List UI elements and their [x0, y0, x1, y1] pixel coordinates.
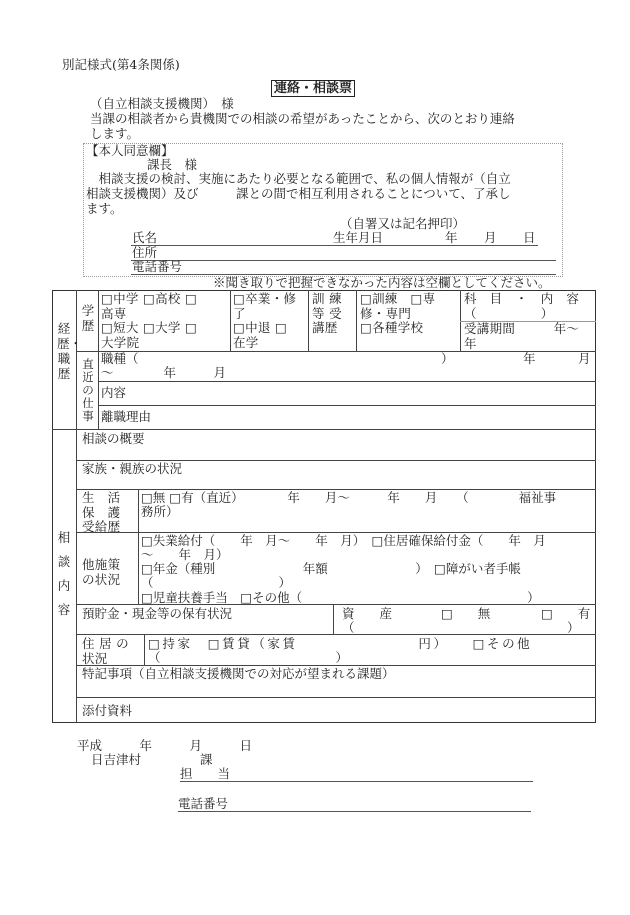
addressee-line: （自立相談支援機関） 様	[90, 96, 234, 111]
family-status-label: 家族・親族の状況	[82, 461, 183, 476]
pension-option[interactable]: □年金（種別 年額 ） □障がい者手帳	[141, 561, 521, 576]
child-allowance-other-option[interactable]: □児童扶養手当 □その他（ ）	[141, 590, 540, 605]
school-options-line-4: 大学院	[101, 334, 140, 350]
school-options-line-1: □中学 □高校 □	[101, 292, 198, 306]
welfare-options[interactable]: □無 □有（直近） 年 月～ 年 月 （ 福祉事	[141, 490, 557, 505]
section-unit: 課	[200, 752, 213, 767]
housing-status-label	[82, 637, 144, 666]
job-type-close-paren: ）	[441, 351, 454, 366]
staff-field[interactable]	[180, 781, 533, 782]
dob-year-unit: 年	[445, 230, 458, 245]
dob-day-unit: 日	[523, 230, 536, 245]
assets-none-option[interactable]: □ 無	[441, 606, 491, 621]
school-options-line-3: □短大 □大学 □	[101, 320, 198, 335]
name-label: 氏名	[132, 230, 158, 245]
blank-note: ※聞き取りで把握できなかった内容は空欄としてください。	[213, 275, 551, 290]
consultation-overview-label: 相談の概要	[82, 431, 145, 446]
consent-heading: 【本人同意欄】	[86, 143, 174, 158]
subject-content-field[interactable]	[464, 292, 592, 321]
leave-reason-label: 離職理由	[101, 409, 152, 424]
form-title: 連絡・相談票	[271, 80, 355, 97]
consent-body-line-2: 相談支援機関）及び 課との間で相互利用されることについて、了承し	[86, 186, 511, 201]
education-label-text: 学歴	[81, 303, 95, 333]
job-end-period: ～ 年 月	[101, 365, 227, 380]
consent-body-line-3: ます。	[86, 201, 123, 216]
training-type-options[interactable]	[360, 292, 460, 336]
period-line-2: 年	[464, 335, 477, 351]
other-measures-label	[82, 558, 136, 587]
assets-have-option[interactable]: □ 有	[541, 606, 591, 621]
job-start-year: 年	[523, 351, 536, 366]
submission-date: 平成 年 月 日	[77, 738, 253, 753]
housing-options[interactable]: □持家 □賃貸（家賃 円） □その他	[148, 636, 533, 651]
career-section-label	[57, 321, 83, 381]
status-line-2: 了	[233, 305, 246, 321]
consent-body-line-1: 相談支援の検討、実施にあたり必要となる範囲で、私の個人情報が（自立	[86, 171, 511, 186]
housing-label-line-2: 状況	[82, 650, 108, 666]
village-name: 日吉津村	[91, 752, 142, 767]
period-line-1: 受講期間 年～	[464, 322, 580, 336]
phone-label: 電話番号	[132, 259, 183, 274]
training-options-line-3: □各種学校	[360, 320, 424, 335]
housing-benefit-period: ～ 年 月）	[141, 547, 229, 562]
school-type-options[interactable]	[101, 292, 229, 350]
staff-label: 担 当	[180, 766, 231, 781]
course-period-field[interactable]	[464, 322, 592, 351]
other-measures-label-line-2: の状況	[82, 571, 121, 587]
form-reference: 別記様式(第4条関係)	[62, 57, 180, 72]
training-history-label	[312, 292, 356, 336]
intro-text-line-2: します。	[90, 126, 140, 141]
job-type-label: 職種（	[101, 351, 139, 366]
subject-parens: （ ）	[464, 305, 554, 321]
attachments-label: 添付資料	[82, 703, 133, 718]
dob-label: 生年月日	[333, 230, 384, 245]
consultation-section-text: 相談内容	[57, 530, 71, 617]
consultation-section-label	[57, 526, 71, 622]
unemployment-benefit-option[interactable]: □失業給付（ 年 月～ 年 月） □住居確保給付金（ 年 月	[141, 533, 546, 548]
disability-handbook-detail: （ ）	[141, 575, 292, 590]
training-options-line-1: □訓練 □専	[360, 292, 436, 306]
assets-detail: （ ）	[342, 620, 580, 635]
housing-label-line-1: 住 居 の	[82, 637, 129, 651]
welfare-label-line-1: 生 活	[82, 491, 121, 505]
subject-label: 科 目 ・ 内 容	[464, 292, 580, 306]
intro-text-line-1: 当課の相談者から貴機関での相談の希望があったことから、次のとおり連絡	[90, 111, 515, 126]
housing-other-detail: （ ）	[148, 650, 349, 665]
status-line-1: □卒業・修	[233, 292, 297, 306]
address-label: 住所	[132, 245, 158, 260]
name-field[interactable]	[131, 245, 538, 246]
other-measures-label-line-1: 他施策	[82, 558, 121, 572]
recent-job-label	[81, 358, 95, 423]
address-field[interactable]	[131, 260, 556, 261]
recent-job-label-text: 直近の仕事	[82, 357, 94, 423]
training-label-line-2: 等 受	[312, 305, 342, 321]
special-notes-label: 特記事項（自立相談支援機関での対応が望まれる課題）	[82, 666, 395, 681]
school-options-line-2: 高専	[101, 305, 127, 321]
job-content-label: 内容	[101, 385, 127, 400]
education-label	[81, 303, 95, 333]
training-options-line-2: 修・専門	[360, 305, 412, 321]
dob-month-unit: 月	[484, 230, 497, 245]
savings-label: 預貯金・現金等の保有状況	[82, 606, 233, 621]
graduation-status-options[interactable]	[233, 292, 307, 350]
job-start-month: 月	[578, 351, 591, 366]
welfare-history-label	[82, 491, 136, 535]
status-line-4: 在学	[233, 334, 259, 350]
footer-phone-field[interactable]	[178, 811, 531, 812]
welfare-label-line-3: 受給歴	[82, 519, 121, 534]
status-line-3: □中退 □	[233, 320, 288, 335]
footer-phone-label: 電話番号	[178, 796, 229, 811]
consent-addressee: 課長 様	[147, 157, 198, 172]
training-label-line-1: 訓 練	[312, 292, 342, 306]
welfare-office: 務所）	[141, 504, 179, 519]
assets-label: 資 産	[342, 606, 393, 621]
career-section-text: 経歴・職歴	[57, 321, 83, 381]
training-label-line-3: 講歴	[312, 320, 338, 335]
welfare-label-line-2: 保 護	[82, 504, 121, 520]
signature-note: （自署又は記名押印）	[340, 216, 466, 231]
